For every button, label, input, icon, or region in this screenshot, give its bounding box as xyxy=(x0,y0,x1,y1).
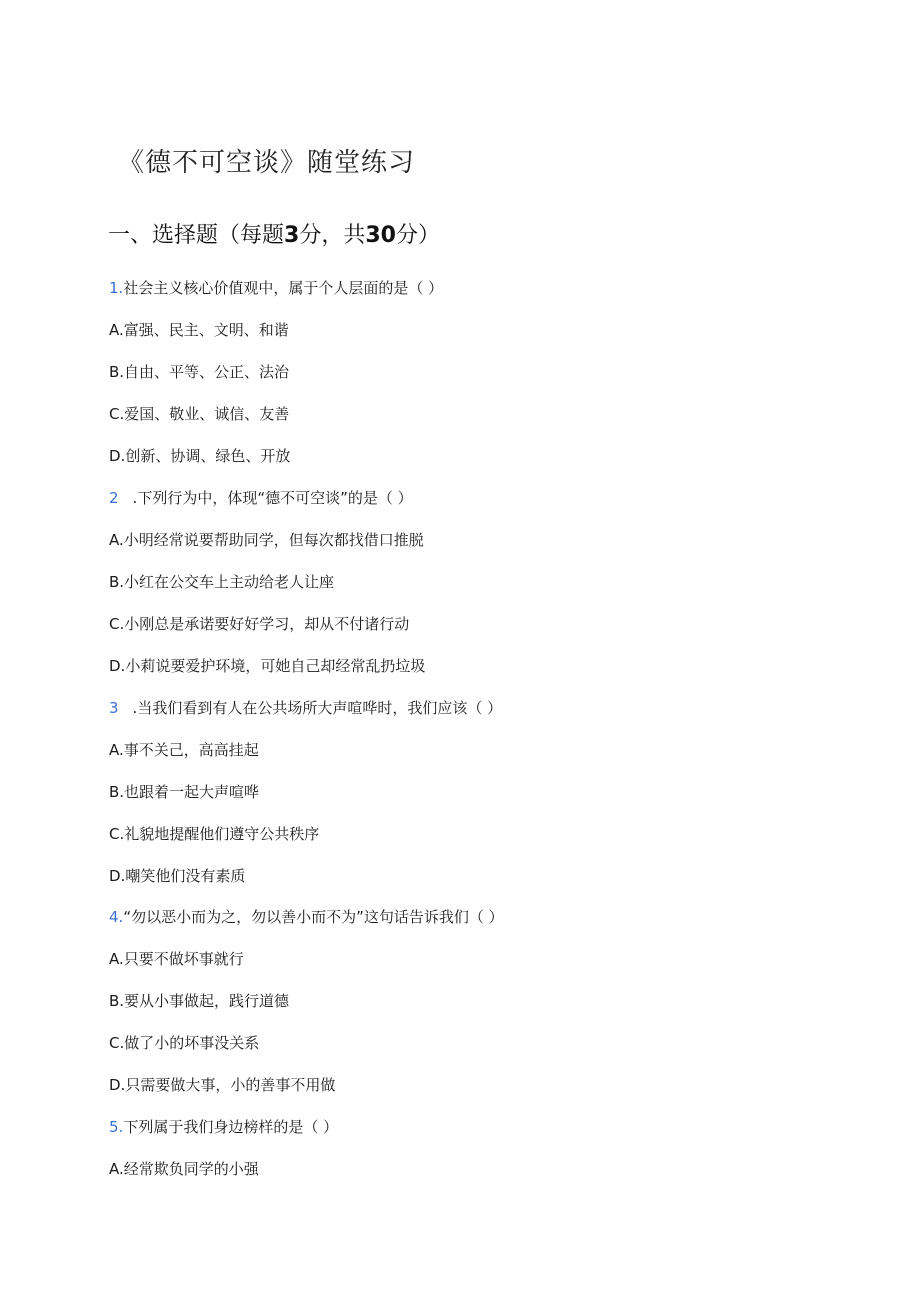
section-heading-middle: 分，共 xyxy=(299,223,366,248)
question-1-option-c: C.爱国、敬业、诚信、友善 xyxy=(109,405,290,423)
question-2-option-d: D.小莉说要爱护环境，可她自己却经常乱扔垃圾 xyxy=(109,657,426,675)
question-2 xyxy=(109,488,413,508)
question-1-option-b: B.自由、平等、公正、法治 xyxy=(109,363,290,381)
question-stem: .下列行为中，体现“德不可空谈”的是（ ） xyxy=(132,489,413,507)
question-3-option-a: A.事不关己，高高挂起 xyxy=(109,741,259,759)
question-number: 2 xyxy=(109,489,119,507)
section-heading-suffix: 分） xyxy=(395,223,440,248)
question-4-option-b: B.要从小事做起，践行道德 xyxy=(109,992,290,1010)
section-total-score: 30 xyxy=(365,223,396,248)
section-heading xyxy=(108,218,440,249)
question-2-option-c: C.小刚总是承诺要好好学习，却从不付诸行动 xyxy=(109,615,410,633)
question-number: 3 xyxy=(109,699,119,717)
question-stem: 社会主义核心价值观中，属于个人层面的是（ ） xyxy=(123,279,444,297)
question-3-option-b: B.也跟着一起大声喧哗 xyxy=(109,783,260,801)
question-1-option-d: D.创新、协调、绿色、开放 xyxy=(109,447,291,465)
question-number: 4. xyxy=(109,908,124,926)
question-stem: .当我们看到有人在公共场所大声喧哗时，我们应该（ ） xyxy=(132,699,503,717)
question-2-option-b: B.小红在公交车上主动给老人让座 xyxy=(109,573,335,591)
question-4-option-c: C.做了小的坏事没关系 xyxy=(109,1034,260,1052)
question-1-option-a: A.富强、民主、文明、和谐 xyxy=(109,321,289,339)
question-5 xyxy=(109,1117,338,1137)
question-number: 5. xyxy=(109,1118,124,1136)
question-stem: 下列属于我们身边榜样的是（ ） xyxy=(123,1118,339,1136)
question-4-option-d: D.只需要做大事，小的善事不用做 xyxy=(109,1076,336,1094)
document-title: 《德不可空谈》随堂练习 xyxy=(118,148,416,178)
section-heading-prefix: 一、选择题（每题 xyxy=(108,223,285,248)
question-5-option-a: A.经常欺负同学的小强 xyxy=(109,1160,259,1178)
question-3-option-d: D.嘲笑他们没有素质 xyxy=(109,867,246,885)
question-2-option-a: A.小明经常说要帮助同学，但每次都找借口推脱 xyxy=(109,531,424,549)
question-1 xyxy=(109,278,443,298)
question-number: 1. xyxy=(109,279,124,297)
question-4 xyxy=(109,907,504,927)
section-per-score: 3 xyxy=(284,223,300,248)
question-3 xyxy=(109,698,502,718)
question-4-option-a: A.只要不做坏事就行 xyxy=(109,950,244,968)
question-stem: “勿以恶小而为之，勿以善小而不为”这句话告诉我们（ ） xyxy=(123,908,504,926)
question-3-option-c: C.礼貌地提醒他们遵守公共秩序 xyxy=(109,825,320,843)
